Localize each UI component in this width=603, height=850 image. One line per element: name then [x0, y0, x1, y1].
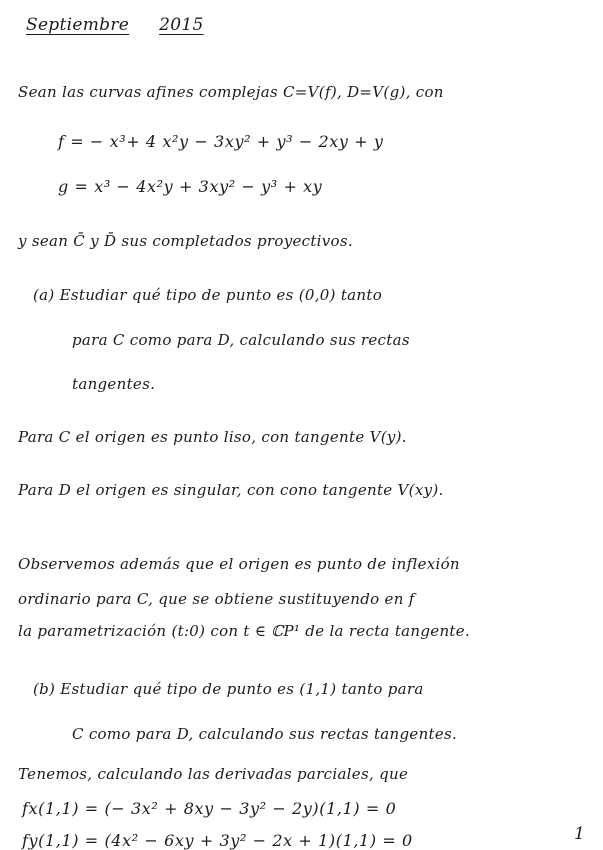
- equation-f: f = − x³+ 4 x²y − 3xy² + y³ − 2xy + y: [58, 132, 384, 151]
- part-b-line-1: (b) Estudiar qué tipo de punto es (1,1) tanto para: [33, 680, 424, 698]
- answer-a-line-1: Para C el origen es punto liso, con tangente V(y).: [18, 428, 407, 446]
- part-a-line-3: tangentes.: [72, 375, 156, 393]
- statement-line-1: Sean las curvas afines complejas C=V(f), D=V(g), con: [18, 83, 444, 101]
- answer-b-line-1: Tenemos, calculando las derivadas parciales, que: [18, 765, 409, 783]
- answer-a-line-2: Para D el origen es singular, con cono tangente V(xy).: [18, 481, 444, 499]
- part-a-line-1: (a) Estudiar qué tipo de punto es (0,0) tanto: [33, 286, 383, 304]
- equation-g: g = x³ − 4x²y + 3xy² − y³ + xy: [58, 177, 323, 196]
- title-month: Septiembre: [26, 15, 130, 35]
- page-number: 1: [574, 824, 585, 844]
- part-b-line-2: C como para D, calculando sus rectas tangentes.: [72, 725, 458, 743]
- statement-line-2: y sean C̄ y D̄ sus completados proyectivos.: [18, 232, 353, 250]
- remark-line-3: la parametrización (t:0) con t ∈ ℂP¹ de la recta tangente.: [18, 622, 470, 640]
- partial-fx: fx(1,1) = (− 3x² + 8xy − 3y² − 2y)(1,1) = 0: [22, 799, 397, 818]
- page-title: [26, 16, 204, 34]
- partial-fy: fy(1,1) = (4x² − 6xy + 3y² − 2x + 1)(1,1) = 0: [22, 831, 413, 850]
- part-a-line-2: para C como para D, calculando sus rectas: [72, 331, 410, 349]
- remark-line-1: Observemos además que el origen es punto de inflexión: [18, 555, 460, 573]
- remark-line-2: ordinario para C, que se obtiene sustituyendo en f: [18, 590, 415, 608]
- title-year: 2015: [159, 15, 204, 35]
